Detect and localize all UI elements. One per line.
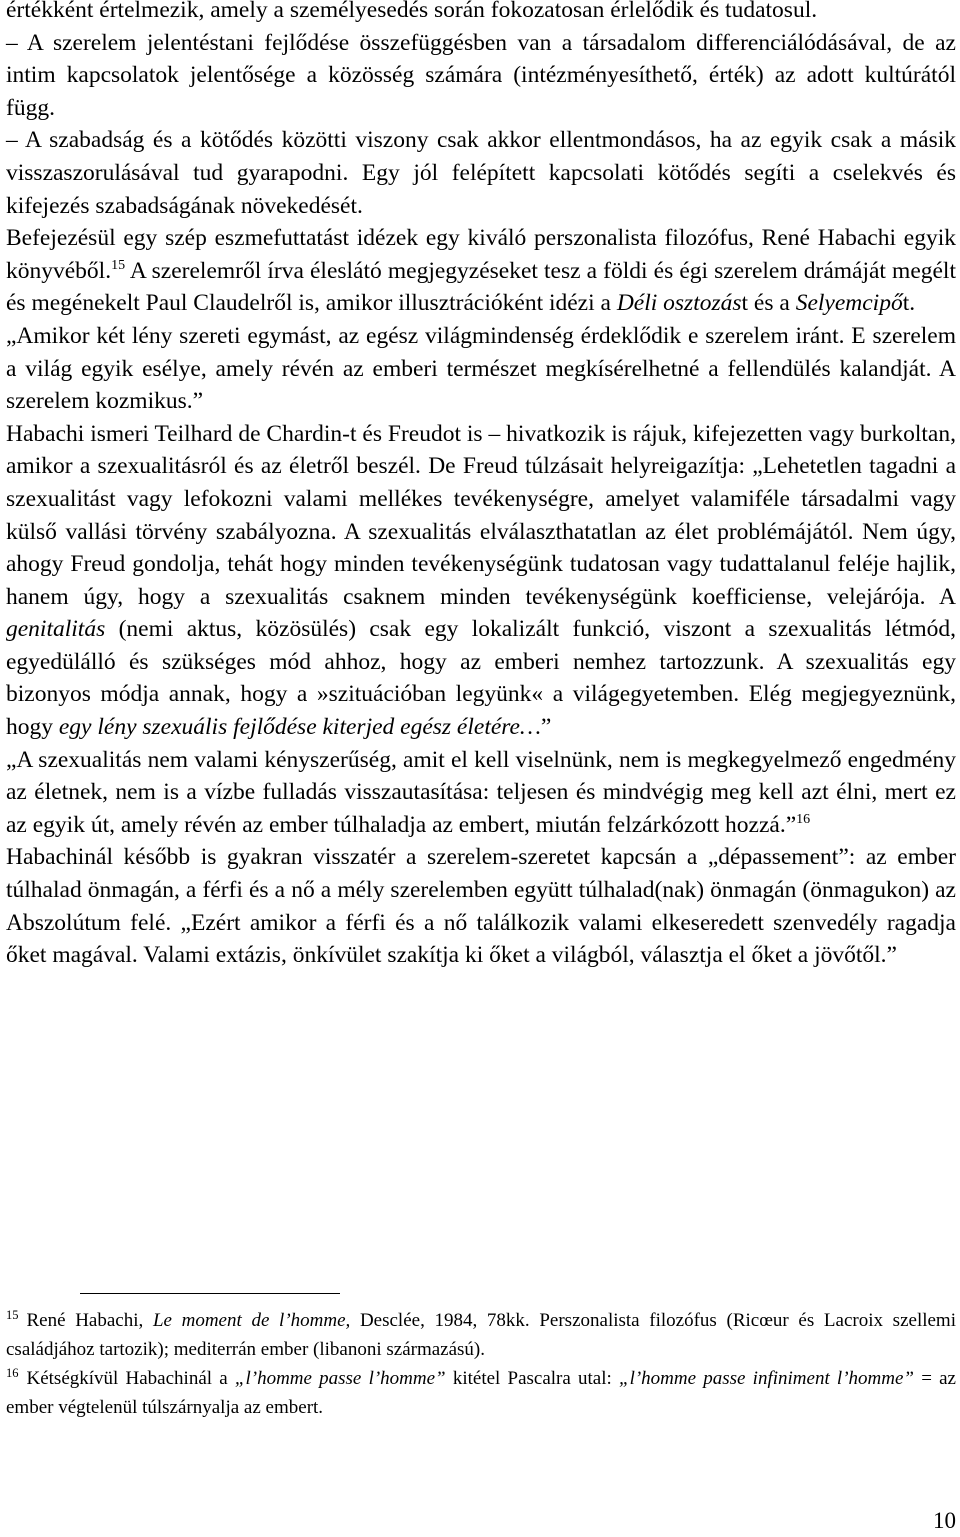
page-number: 10 [933, 1508, 956, 1533]
footnote-16-italic-2: „l’homme passe infiniment l’homme” [619, 1368, 914, 1389]
paragraph-6-text-c: ” [540, 714, 552, 741]
paragraph-4-text-a: Befejezésül egy szép eszmefuttatást idézek egy kiváló perszonalista filozófus, René Habachi egyik könyvéből. [6, 225, 956, 284]
paragraph-4-text-d: t. [902, 290, 916, 317]
italic-title-deli-osztozas: Déli osztozás [616, 290, 742, 317]
footnote-separator [80, 1293, 340, 1294]
paragraph-4-text-b: A szerelemről írva éleslátó megjegyzéseket tesz a földi és égi szerelem drámáját megélt és megénekelt Paul Claudelről is, amikor illusztrációként idézi a [6, 257, 956, 317]
paragraph-7-quote [6, 744, 956, 842]
paragraph-5-quote: „Amikor két lény szereti egymást, az egész világmindenség érdeklődik e szerelem iránt. E szerelem a világ egyik esélye, amely révén az emberi természet megkísérelhetné a fellendülés kalandját. A szerelem kozmikus.” [6, 322, 956, 415]
footnote-16-italic-1: „l’homme passe l’homme” [234, 1368, 446, 1389]
paragraph-6-text-b: (nemi aktus, közösülés) csak egy lokalizált funkció, viszont a szexualitás létmód, egyedülálló és szükséges mód ahhoz, hogy az emberi nemhez tartozzunk. A szexualitás egy bizonyos módja annak, hogy a »szituációban legyünk« a világegyetemben. Elég megjegyeznünk, hogy [6, 616, 956, 741]
footnote-15 [6, 1306, 956, 1364]
body-text [6, 0, 956, 972]
footnote-15-italic-title: Le moment de l’homme, [152, 1310, 351, 1331]
footnote-15-text-a: René Habachi, [26, 1310, 153, 1331]
paragraph-6 [6, 418, 956, 744]
footnote-15-text-b: Desclée, 1984, 78kk. Perszonalista filozófus (Ricœur és Lacroix szellemi családjához tartozik); mediterrán ember (libanoni származású). [6, 1310, 956, 1360]
footnote-reference-16: 16 [796, 812, 811, 828]
paragraph-4 [6, 222, 956, 320]
italic-title-selyemcipo: Selyemcipő [795, 290, 903, 317]
footnote-number: 16 [6, 1365, 19, 1380]
footnote-number: 15 [6, 1307, 19, 1322]
paragraph-4-text-c: t és a [741, 290, 796, 317]
paragraph-2: – A szerelem jelentéstani fejlődése összefüggésben van a társadalom differenciálódásával, de az intim kapcsolatok jelentősége a közösség számára (intézményesíthető, érték) az adott kultúrától függ. [6, 29, 956, 121]
paragraph-6-text-a: Habachi ismeri Teilhard de Chardin-t és Freudot is – hivatkozik is rájuk, kifejezetten vagy burkoltan, amikor a szexualitásról és az életről beszél. De Freud túlzásait helyreigazítja: „Lehetetlen tagadni a szexualitást vagy lefokozni valami mellékes tevékenységre, amelyet valamiféle társadalmi vagy külső vallási törvény szabályozna. A szexualitás elválaszthatatlan az élet problémájától. Nem úgy, ahogy Freud gondolja, tehát hogy minden tevékenységünk tudatosan vagy tudattalanul feléje hajlik, hanem úgy, hogy a szexualitás csaknem minden tevékenységünk koefficiense, velejárója. A [6, 420, 956, 610]
italic-emphasis: egy lény szexuális fejlődése kiterjed egész életére… [58, 714, 541, 741]
footnotes [6, 1306, 956, 1422]
paragraph-3: – A szabadság és a kötődés közötti viszony csak akkor ellentmondásos, ha az egyik csak a másik visszaszorulásával tud gyarapodni. Egy jól felépített kapcsolati kötődés segíti a cselekvés és kifejezés szabadságának növekedését. [6, 127, 956, 219]
footnote-16-text-a: Kétségkívül Habachinál a [26, 1368, 235, 1389]
italic-term-genitalitas: genitalitás [6, 616, 106, 643]
paragraph-1: értékként értelmezik, amely a személyesedés során fokozatosan érlelődik és tudatosul. [6, 0, 818, 23]
footnote-reference-15: 15 [111, 257, 126, 273]
footnote-16 [6, 1364, 956, 1422]
footnote-16-text-c: = az ember végtelenül túlszárnyalja az embert. [6, 1368, 956, 1418]
paragraph-7-text: „A szexualitás nem valami kényszerűség, amit el kell viselnünk, nem is megkegyelmező engedmény az életnek, nem is a vízbe fulladás visszautasítása: teljesen és mindvégig meg kell azt élni, mert ez az egyik út, amely révén az ember túlhaladja az embert, miután felzárkózott hozzá.” [6, 746, 956, 838]
footnote-16-text-b: kitétel Pascalra utal: [445, 1368, 619, 1389]
paragraph-8: Habachinál később is gyakran visszatér a szerelem-szeretet kapcsán a „dépassement”: az ember túlhalad önmagán, a férfi és a nő a mély szerelemben együtt túlhalad(nak) önmagán (önmagukon) az Abszolútum felé. „Ezért amikor a férfi és a nő találkozik valami elkeseredett szenvedély ragadja őket magával. Valami extázis, önkívület szakítja ki őket a világból, választja el őket a jövőtől.” [6, 844, 956, 969]
